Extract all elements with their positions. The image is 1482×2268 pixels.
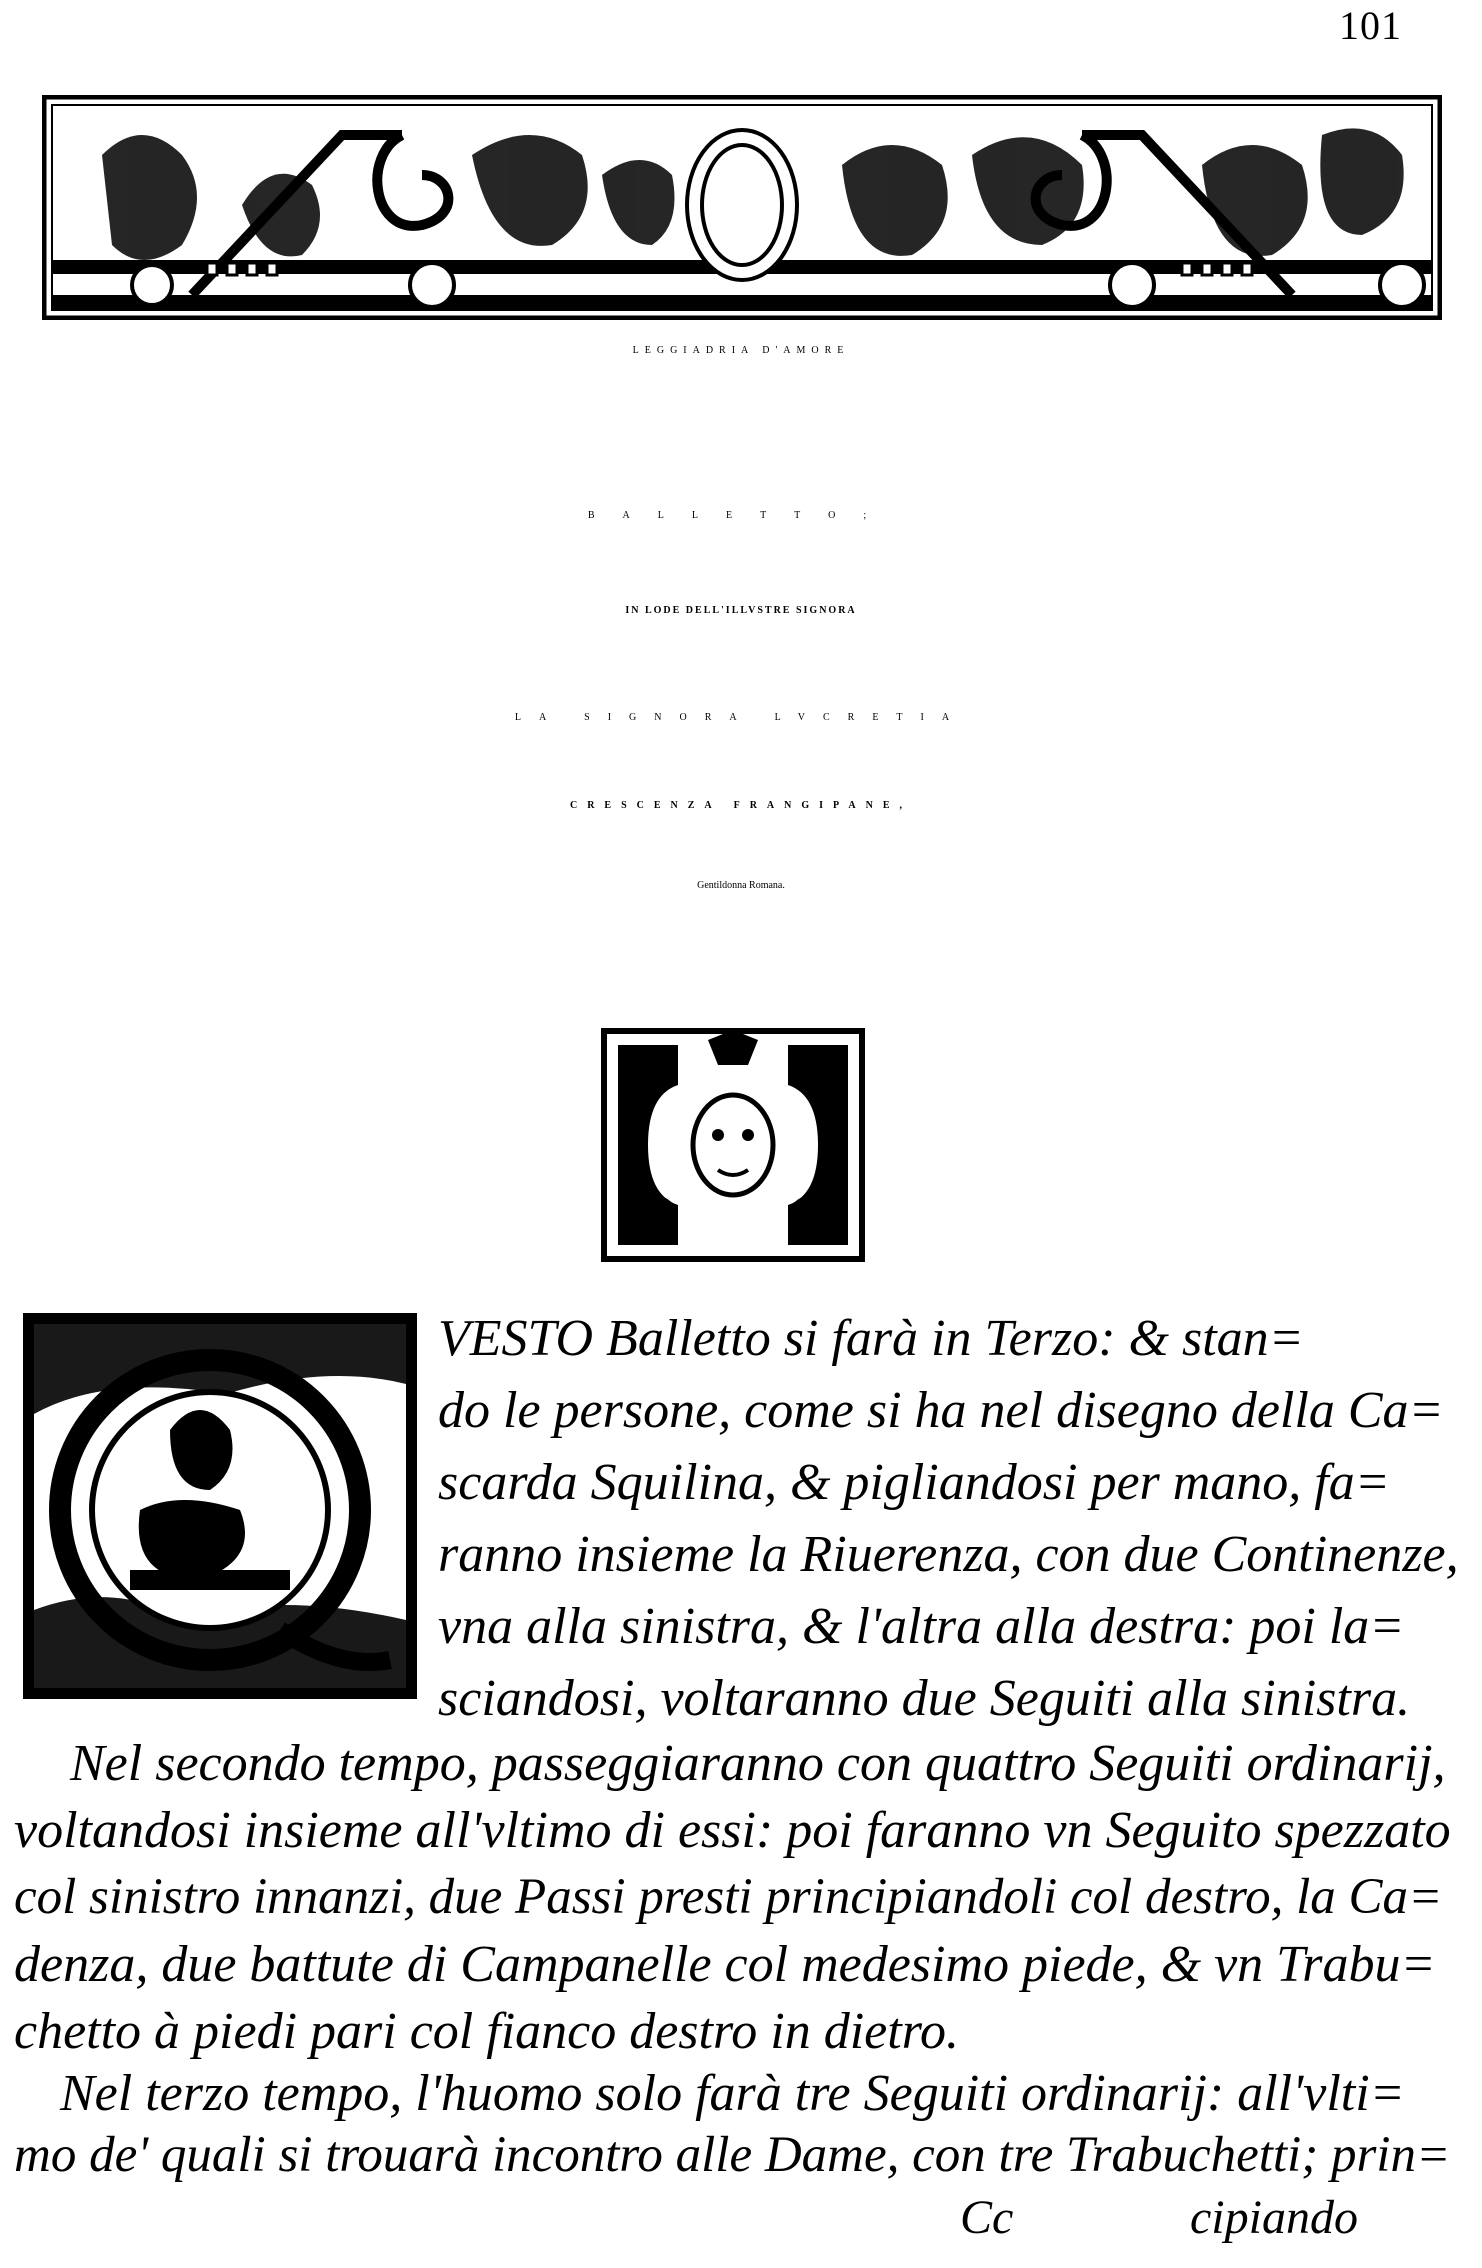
- body-line-6: sciandosi, voltaranno due Seguiti alla sinistra.: [438, 1670, 1411, 1727]
- catchword: cipiando: [1190, 2191, 1358, 2244]
- subtitle-balletto: BALLETTO;: [587, 510, 895, 521]
- ornamental-fleuron: [598, 1025, 868, 1265]
- body-line-8: voltandosi insieme all'vltimo di essi: poi faranno vn Seguito spezzato: [14, 1802, 1451, 1859]
- body-line-9: col sinistro innanzi, due Passi presti principiandoli col destro, la Ca=: [14, 1869, 1443, 1925]
- body-line-5: vna alla sinistra, & l'altra alla destra: poi la=: [438, 1598, 1405, 1655]
- body-line-12: Nel terzo tempo, l'huomo solo farà tre Seguiti ordinarij: all'vlti=: [60, 2065, 1405, 2122]
- body-line-11: chetto à piedi pari col fianco destro in dietro.: [14, 2003, 960, 2060]
- body-line-3: scarda Squilina, & pigliandosi per mano, fa=: [438, 1454, 1390, 1511]
- dedicatee-description: Gentildonna Romana.: [697, 880, 785, 891]
- decorated-initial-q: [20, 1310, 420, 1702]
- body-line-2: do le persone, come si ha nel disegno della Ca=: [438, 1382, 1444, 1439]
- body-line-10: denza, due battute di Campanelle col medesimo piede, & vn Trabu=: [14, 1936, 1436, 1993]
- dedicatee-surname: CRESCENZA FRANGIPANE,: [569, 800, 913, 811]
- body-line-13: mo de' quali si trouarà incontro alle Dame, con tre Trabuchetti; prin=: [14, 2127, 1451, 2183]
- page-footer: [0, 2190, 1482, 2250]
- body-line-4: ranno insieme la Riuerenza, con due Continenze,: [438, 1526, 1459, 1583]
- dedicatee-line: LA SIGNORA LVCRETIA: [514, 712, 968, 723]
- body-line-7: Nel secondo tempo, passeggiaranno con quattro Seguiti ordinarij,: [70, 1735, 1446, 1792]
- body-line-1: VESTO Balletto si farà in Terzo: & stan=: [438, 1310, 1304, 1367]
- main-title: LEGGIADRIA D'AMORE: [632, 345, 850, 356]
- page-number: 101: [1339, 3, 1402, 48]
- dedication-line: IN LODE DELL'ILLVSTRE SIGNORA: [625, 605, 857, 616]
- signature-mark: Cc: [960, 2191, 1014, 2244]
- ornamental-headpiece: [42, 95, 1442, 320]
